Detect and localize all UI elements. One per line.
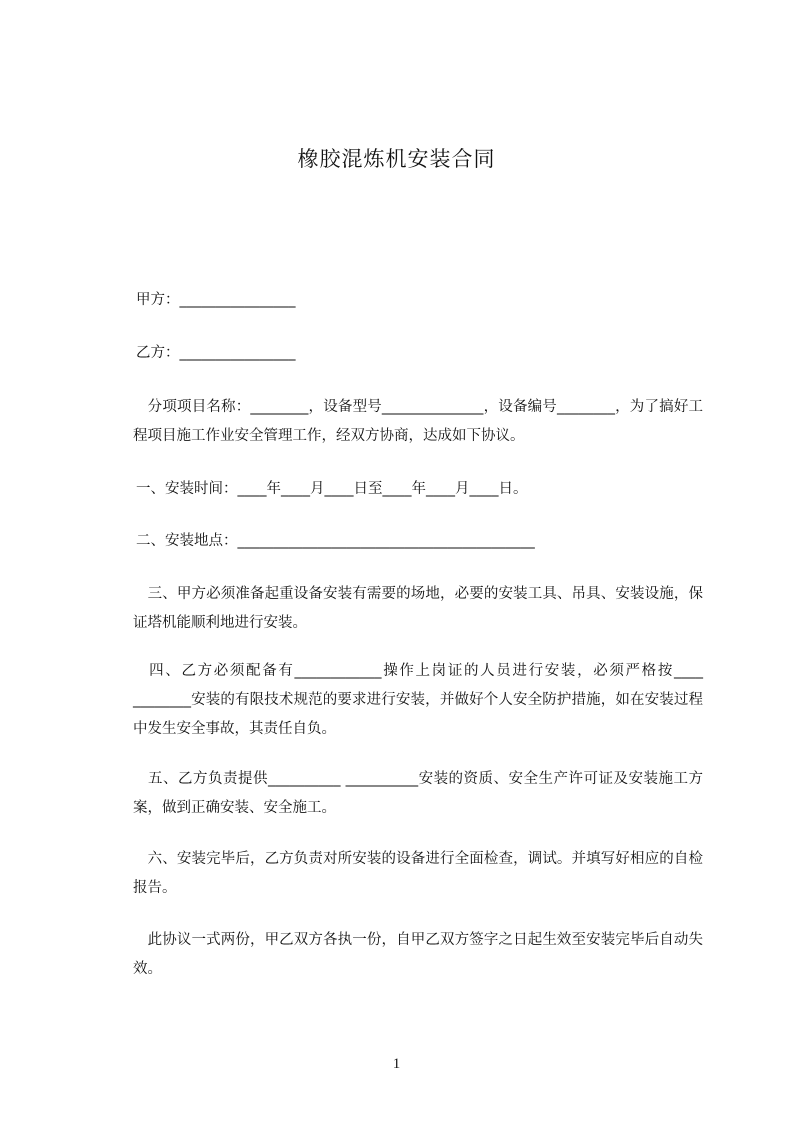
clause-inspection: 六、安装完毕后，乙方负责对所安装的设备进行全面检查，调试。并填写好相应的自检报告。 [133,851,703,896]
intro-paragraph: 分项项目名称：________，设备型号______________，设备编号________，为了搞好工程项目施工作业安全管理工作，经双方协商，达成如下协议。 [133,399,703,444]
clause-party-b-qualifications: 五、乙方负责提供__________ __________安装的资质、安全生产许可证及安装施工方案，做到正确安装、安全施工。 [133,771,703,816]
clause-installation-time: 一、安装时间：____年____月____日至____年____月____日。 [136,481,528,497]
clause-installation-location: 二、安装地点：_________________________________________ [136,533,535,549]
page-number: 1 [392,1056,401,1072]
closing-paragraph: 此协议一式两份，甲乙双方各执一份，自甲乙双方签字之日起生效至安装完毕后自动失效。 [133,932,703,977]
party-a-line: 甲方：________________ [136,292,296,308]
party-b-line: 乙方：________________ [136,345,296,361]
clause-party-b-personnel: 四、乙方必须配备有____________操作上岗证的人员进行安装，必须严格按____ ________安装的有限技术规范的要求进行安装，并做好个人安全防护措施，如在安装过程中发生安全事故，其责任自负。 [133,663,703,737]
clause-party-a-duties: 三、甲方必须准备起重设备安装有需要的场地，必要的安装工具、吊具、安装设施，保证塔机能顺利地进行安装。 [133,586,703,631]
document-title: 橡胶混炼机安装合同 [297,147,496,171]
